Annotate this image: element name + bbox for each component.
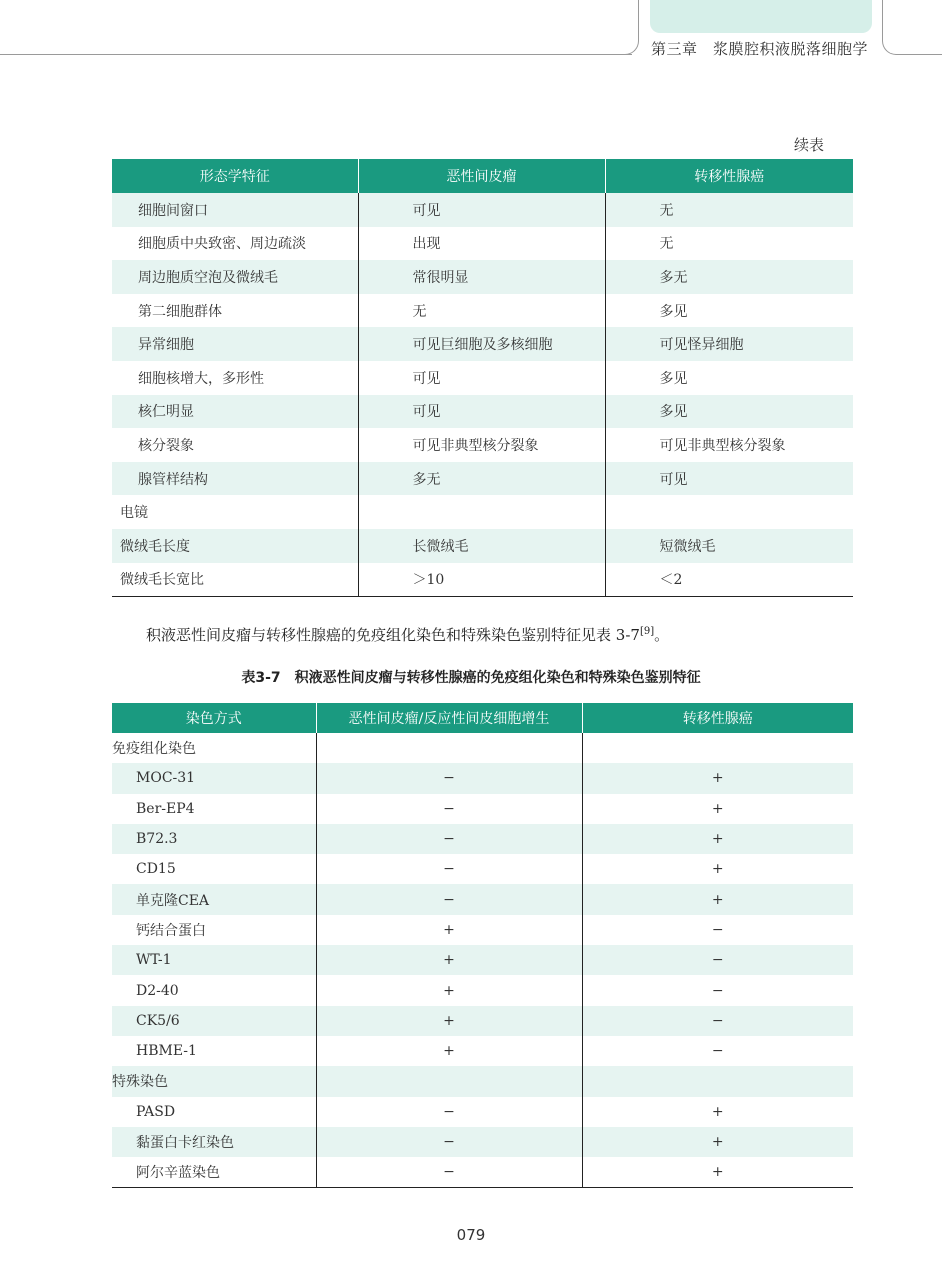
table-row xyxy=(112,327,853,361)
group-label-cell: 电镜 xyxy=(120,505,148,522)
mesothelioma-cell: + xyxy=(316,1006,582,1036)
header-rule-right xyxy=(896,54,942,55)
mesothelioma-cell: 可见 xyxy=(358,395,605,429)
feature-cell: 核分裂象 xyxy=(138,437,194,454)
header-rule-left xyxy=(0,54,632,55)
page-number: 079 xyxy=(456,1226,486,1244)
stain-cell: MOC-31 xyxy=(112,763,316,793)
paragraph-end: 。 xyxy=(654,626,670,644)
adenocarcinoma-cell: 多无 xyxy=(605,260,853,294)
table-row xyxy=(112,945,853,975)
table-row xyxy=(112,294,853,328)
header-curve-right xyxy=(882,0,913,55)
adenocarcinoma-cell: − xyxy=(582,1006,853,1036)
table-row xyxy=(112,227,853,261)
adenocarcinoma-cell: + xyxy=(582,1097,853,1127)
mesothelioma-cell: + xyxy=(316,1036,582,1066)
adenocarcinoma-cell: 可见 xyxy=(605,462,853,496)
table-row xyxy=(112,361,853,395)
feature-cell: 微绒毛长度 xyxy=(112,529,358,563)
adenocarcinoma-cell: + xyxy=(582,824,853,854)
adenocarcinoma-cell: + xyxy=(582,1127,853,1157)
adenocarcinoma-cell: ＜2 xyxy=(605,563,853,597)
adenocarcinoma-cell xyxy=(605,495,853,529)
adenocarcinoma-cell: − xyxy=(582,945,853,975)
adenocarcinoma-cell: 短微绒毛 xyxy=(605,529,853,563)
adenocarcinoma-cell: − xyxy=(582,915,853,945)
table-group-row xyxy=(112,1066,853,1096)
body-paragraph xyxy=(146,624,669,645)
header-cell: 恶性间皮瘤/反应性间皮细胞增生 xyxy=(316,703,582,733)
mesothelioma-cell: + xyxy=(316,945,582,975)
stain-cell: PASD xyxy=(136,1103,176,1120)
mesothelioma-cell: − xyxy=(316,1157,582,1188)
feature-cell: 异常细胞 xyxy=(112,327,358,361)
adenocarcinoma-cell: 多见 xyxy=(605,395,853,429)
mesothelioma-cell: ＞10 xyxy=(358,563,605,597)
table-row xyxy=(112,1036,853,1066)
stain-cell: HBME-1 xyxy=(136,1043,197,1060)
stain-cell: B72.3 xyxy=(112,824,316,854)
stain-cell: CD15 xyxy=(136,861,176,878)
stain-cell: D2-40 xyxy=(136,982,179,999)
stain-cell: WT-1 xyxy=(112,945,316,975)
mesothelioma-cell: − xyxy=(316,824,582,854)
table-row xyxy=(112,763,853,793)
mesothelioma-cell: 常很明显 xyxy=(358,260,605,294)
mesothelioma-cell: + xyxy=(316,975,582,1005)
mesothelioma-cell: − xyxy=(316,794,582,824)
continued-label: 续表 xyxy=(793,136,824,154)
group-label-cell: 特殊染色 xyxy=(112,1066,316,1096)
table-group-row xyxy=(112,733,853,763)
morphology-table xyxy=(112,159,853,597)
stain-cell: Ber-EP4 xyxy=(136,800,195,817)
table-row xyxy=(112,915,853,945)
running-header xyxy=(651,38,868,59)
group-label-cell: 免疫组化染色 xyxy=(112,741,196,758)
feature-cell: 腺管样结构 xyxy=(112,462,358,496)
table-row xyxy=(112,1157,853,1188)
adenocarcinoma-cell: 多见 xyxy=(605,361,853,395)
table-row xyxy=(112,975,853,1005)
table-row xyxy=(112,428,853,462)
adenocarcinoma-cell: + xyxy=(582,794,853,824)
mesothelioma-cell: − xyxy=(316,854,582,884)
mesothelioma-cell: 无 xyxy=(358,294,605,328)
mesothelioma-cell: + xyxy=(316,915,582,945)
header-cell: 转移性腺癌 xyxy=(582,703,853,733)
adenocarcinoma-cell: 无 xyxy=(605,227,853,261)
stain-cell: CK5/6 xyxy=(112,1006,316,1036)
adenocarcinoma-cell: − xyxy=(582,975,853,1005)
mesothelioma-cell: − xyxy=(316,763,582,793)
table-caption: 表3-7 积液恶性间皮瘤与转移性腺癌的免疫组化染色和特殊染色鉴别特征 xyxy=(241,670,701,686)
adenocarcinoma-cell: 无 xyxy=(605,193,853,227)
header-tab xyxy=(650,0,872,33)
header-cell: 形态学特征 xyxy=(112,159,358,193)
header-curve-left xyxy=(620,0,639,55)
feature-cell: 细胞间窗口 xyxy=(112,193,358,227)
header-cell: 染色方式 xyxy=(112,703,316,733)
mesothelioma-cell: 可见 xyxy=(358,361,605,395)
adenocarcinoma-cell: − xyxy=(582,1036,853,1066)
table-row xyxy=(112,395,853,429)
chapter-label: 第三章 xyxy=(651,40,698,58)
table-header-row xyxy=(112,703,853,733)
feature-cell: 细胞质中央致密、周边疏淡 xyxy=(138,236,306,253)
stain-cell: 单克隆CEA xyxy=(112,884,316,914)
feature-cell: 细胞核增大，多形性 xyxy=(138,370,264,387)
feature-cell: 第二细胞群体 xyxy=(138,303,222,320)
mesothelioma-cell: − xyxy=(316,884,582,914)
table-row xyxy=(112,824,853,854)
feature-cell: 核仁明显 xyxy=(112,395,358,429)
chapter-title: 浆膜腔积液脱落细胞学 xyxy=(713,40,869,58)
mesothelioma-cell: − xyxy=(316,1127,582,1157)
table-header-row xyxy=(112,159,853,193)
adenocarcinoma-cell: + xyxy=(582,1157,853,1188)
table-row xyxy=(112,794,853,824)
mesothelioma-cell: 可见 xyxy=(358,193,605,227)
adenocarcinoma-cell: + xyxy=(582,763,853,793)
adenocarcinoma-cell: + xyxy=(582,884,853,914)
mesothelioma-cell: 多无 xyxy=(358,462,605,496)
paragraph-text: 积液恶性间皮瘤与转移性腺癌的免疫组化染色和特殊染色鉴别特征见表 3-7 xyxy=(146,626,640,644)
stain-cell: 钙结合蛋白 xyxy=(136,922,206,939)
adenocarcinoma-cell: + xyxy=(582,854,853,884)
mesothelioma-cell xyxy=(358,495,605,529)
mesothelioma-cell: 长微绒毛 xyxy=(358,529,605,563)
header-cell: 转移性腺癌 xyxy=(605,159,853,193)
mesothelioma-cell: − xyxy=(316,1097,582,1127)
mesothelioma-cell: 出现 xyxy=(358,227,605,261)
table-row xyxy=(112,260,853,294)
stain-cell: 阿尔辛蓝染色 xyxy=(112,1157,316,1188)
table-row xyxy=(112,1097,853,1127)
mesothelioma-cell: 可见巨细胞及多核细胞 xyxy=(358,327,605,361)
citation-ref: [9] xyxy=(639,626,655,637)
table-row xyxy=(112,529,853,563)
table-row xyxy=(112,1006,853,1036)
mesothelioma-cell xyxy=(316,1066,582,1096)
table-row xyxy=(112,193,853,227)
table-row xyxy=(112,462,853,496)
mesothelioma-cell: 可见非典型核分裂象 xyxy=(358,428,605,462)
table-row xyxy=(112,1127,853,1157)
adenocarcinoma-cell xyxy=(582,733,853,763)
staining-table xyxy=(112,703,853,1188)
table-row xyxy=(112,854,853,884)
feature-cell: 微绒毛长宽比 xyxy=(112,563,358,597)
adenocarcinoma-cell: 多见 xyxy=(605,294,853,328)
mesothelioma-cell xyxy=(316,733,582,763)
table-row xyxy=(112,884,853,914)
adenocarcinoma-cell xyxy=(582,1066,853,1096)
adenocarcinoma-cell: 可见怪异细胞 xyxy=(605,327,853,361)
feature-cell: 周边胞质空泡及微绒毛 xyxy=(112,260,358,294)
header-cell: 恶性间皮瘤 xyxy=(358,159,605,193)
adenocarcinoma-cell: 可见非典型核分裂象 xyxy=(605,428,853,462)
table-row xyxy=(112,563,853,597)
stain-cell: 黏蛋白卡红染色 xyxy=(112,1127,316,1157)
table-group-row xyxy=(112,495,853,529)
